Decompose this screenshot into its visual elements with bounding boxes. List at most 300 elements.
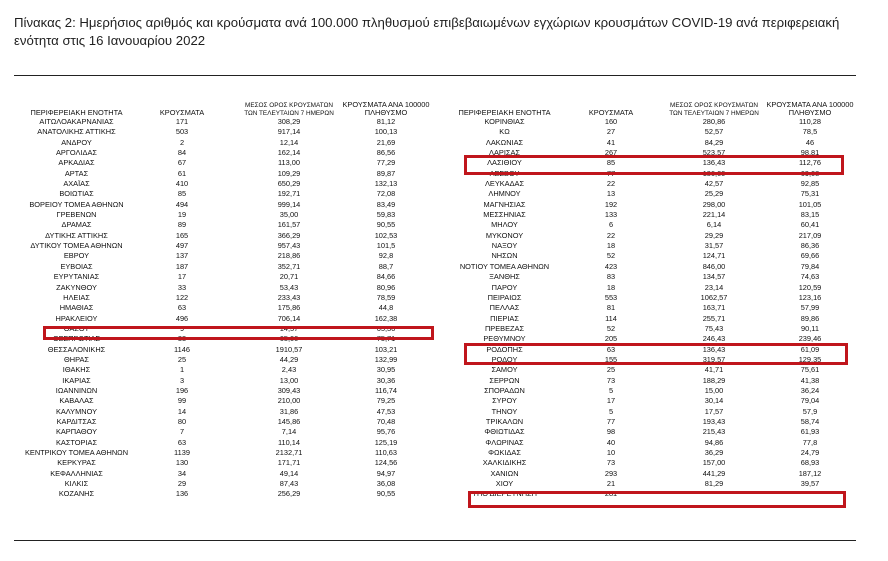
table-row	[14, 396, 439, 406]
avg7-value: 210,00	[277, 396, 301, 406]
cases-value: 171	[175, 117, 189, 126]
avg7-value: 42,57	[704, 179, 724, 189]
per100k-value: 94,97	[376, 468, 396, 478]
avg7-value: 7,14	[281, 427, 297, 437]
per100k-value: 79,04	[800, 396, 820, 406]
per100k-value: 46	[805, 137, 815, 147]
table-row	[14, 210, 439, 220]
avg7-value: 280,86	[702, 117, 726, 126]
cases-value: 114	[605, 313, 617, 323]
region-name: ΧΑΝΙΩΝ	[490, 468, 519, 478]
avg7-value: 1910,57	[275, 344, 303, 354]
per100k-value: 103,21	[374, 344, 398, 354]
cases-value: 25	[606, 365, 616, 375]
cases-value: 21	[606, 479, 616, 489]
avg7-value: 221,14	[702, 210, 726, 220]
region-name: ΕΥΡΥΤΑΝΙΑΣ	[53, 272, 100, 282]
region-name: ΚΟΡΙΝΘΙΑΣ	[484, 117, 525, 126]
per100k-value: 217,09	[798, 230, 822, 240]
table-row	[14, 293, 439, 303]
per100k-value: 90,55	[376, 489, 396, 499]
table-row	[14, 345, 439, 355]
avg7-value: 192,71	[277, 189, 301, 199]
region-name: ΚΕΡΚΥΡΑΣ	[57, 458, 96, 468]
cases-value: 89	[177, 220, 187, 230]
region-name: ΑΝΑΤΟΛΙΚΗΣ ΑΤΤΙΚΗΣ	[37, 127, 116, 137]
cases-value: 98	[606, 427, 616, 437]
region-name: ΝΗΣΩΝ	[491, 251, 518, 261]
cases-value: 1146	[174, 344, 190, 354]
table-row	[442, 293, 858, 303]
avg7-value: 366,29	[277, 230, 301, 240]
table-row	[442, 458, 858, 468]
cases-value: 293	[604, 468, 618, 478]
avg7-value: 124,71	[702, 251, 726, 261]
region-name: ΡΟΔΟΠΗΣ	[486, 344, 523, 354]
per100k-value: 92,85	[800, 179, 820, 189]
table-row	[14, 231, 439, 241]
cases-value: 77	[606, 168, 616, 178]
cases-value: 33	[177, 282, 187, 292]
header-cases: ΚΡΟΥΣΜΑΤΑ	[159, 108, 205, 117]
avg7-value: 31,86	[279, 406, 299, 416]
table-right-half	[442, 98, 858, 500]
cases-value: 61	[177, 168, 187, 178]
cases-value: 77	[606, 416, 616, 426]
table-row	[442, 169, 858, 179]
cases-value: 25	[177, 354, 187, 364]
per100k-value: 112,76	[798, 158, 822, 168]
per100k-value: 24,79	[800, 448, 820, 457]
cases-value: 2	[179, 137, 185, 147]
header-per100k: ΚΡΟΥΣΜΑΤΑ ΑΝΑ 100000 ΠΛΗΘΥΣΜΟ	[766, 100, 854, 117]
per100k-value: 83,15	[800, 210, 820, 220]
cases-value: 7	[179, 427, 185, 437]
region-name: ΒΟΙΩΤΙΑΣ	[59, 189, 94, 199]
table-row	[14, 262, 439, 272]
table-row	[442, 241, 858, 251]
cases-value: 160	[604, 117, 618, 126]
cases-value: 18	[606, 241, 616, 251]
region-name: ΓΡΕΒΕΝΩΝ	[56, 210, 97, 220]
cases-value: 85	[177, 189, 187, 199]
avg7-value: 2132,71	[275, 448, 303, 457]
avg7-value: 53,43	[279, 282, 299, 292]
table-row	[14, 158, 439, 168]
region-name: ΚΑΣΤΟΡΙΑΣ	[55, 437, 98, 447]
region-name: ΑΧΑΪΑΣ	[63, 179, 90, 189]
cases-value: 27	[606, 127, 616, 137]
table-row	[442, 438, 858, 448]
region-name: ΛΑΚΩΝΙΑΣ	[485, 137, 524, 147]
table-row	[442, 272, 858, 282]
per100k-value: 30,36	[376, 375, 396, 385]
cases-value: 22	[606, 179, 616, 189]
avg7-value: 957,43	[277, 241, 301, 251]
header-region: ΠΕΡΙΦΕΡΕΙΑΚΗ ΕΝΟΤΗΤΑ	[458, 108, 551, 117]
table-row	[442, 479, 858, 489]
table-row	[14, 365, 439, 375]
per100k-value: 65,36	[376, 323, 396, 333]
per100k-value: 60,41	[800, 220, 820, 230]
avg7-value: 246,43	[702, 334, 726, 344]
cases-value: 17	[606, 396, 616, 406]
region-name: ΛΑΣΙΘΙΟΥ	[487, 158, 522, 168]
table-row	[14, 127, 439, 137]
region-name: ΚΙΛΚΙΣ	[64, 479, 89, 489]
avg7-value: 171,71	[277, 458, 301, 468]
avg7-value: 163,71	[702, 303, 726, 313]
region-name: ΘΕΣΠΡΩΤΙΑΣ	[52, 334, 101, 344]
table-row	[442, 324, 858, 334]
cases-value: 3	[179, 375, 185, 385]
table-row	[442, 448, 858, 458]
region-name: ΒΟΡΕΙΟΥ ΤΟΜΕΑ ΑΘΗΝΩΝ	[29, 199, 124, 209]
table-row	[442, 283, 858, 293]
table-row	[442, 148, 858, 158]
per100k-value: 110,28	[798, 117, 822, 126]
avg7-value: 706,14	[277, 313, 301, 323]
table-row	[14, 427, 439, 437]
table-row	[14, 376, 439, 386]
cases-value: 553	[604, 292, 618, 302]
table-row	[442, 220, 858, 230]
per100k-value: 125,19	[374, 437, 398, 447]
region-name: ΙΚΑΡΙΑΣ	[62, 375, 91, 385]
per100k-value: 81,12	[376, 117, 396, 126]
avg7-value: 1062,57	[700, 292, 728, 302]
avg7-value: 29,29	[704, 230, 724, 240]
table-row	[14, 489, 439, 499]
per100k-value: 57,9	[802, 406, 818, 416]
table-row	[442, 386, 858, 396]
avg7-value: 136,43	[702, 158, 726, 168]
per100k-value: 41,38	[800, 375, 820, 385]
avg7-value: 233,43	[277, 292, 301, 302]
region-name: ΥΠΟ ΔΙΕΡΕΥΝΗΣΗ	[472, 489, 537, 499]
header-region: ΠΕΡΙΦΕΡΕΙΑΚΗ ΕΝΟΤΗΤΑ	[30, 108, 123, 117]
table-rows-left	[14, 117, 439, 500]
region-name: ΚΕΦΑΛΛΗΝΙΑΣ	[50, 468, 103, 478]
avg7-value: 36,29	[704, 448, 724, 457]
avg7-value: 175,86	[277, 303, 301, 313]
cases-value: 63	[177, 303, 187, 313]
region-name: ΜΕΣΣΗΝΙΑΣ	[483, 210, 526, 220]
table-row	[14, 314, 439, 324]
per100k-value: 95,76	[376, 427, 396, 437]
cases-value: 63	[177, 437, 187, 447]
avg7-value: 145,86	[277, 416, 301, 426]
avg7-value: 65,00	[279, 334, 299, 344]
cases-value: 267	[604, 148, 618, 158]
avg7-value: 136,00	[702, 168, 726, 178]
region-name: ΔΥΤΙΚΗΣ ΑΤΤΙΚΗΣ	[45, 230, 108, 240]
per100k-value: 78,5	[802, 127, 818, 137]
avg7-value: 87,43	[279, 479, 299, 489]
region-name: ΑΡΚΑΔΙΑΣ	[58, 158, 95, 168]
cases-value: 17	[177, 272, 187, 282]
table-rows-right	[442, 117, 858, 500]
cases-value: 165	[175, 230, 189, 240]
header-avg7: ΜΕΣΟΣ ΟΡΟΣ ΚΡΟΥΣΜΑΤΩΝ ΤΩΝ ΤΕΛΕΥΤΑΙΩΝ 7 ΗΜΕΡΩΝ	[244, 102, 334, 117]
cases-value: 19	[177, 210, 187, 220]
avg7-value: 162,14	[277, 148, 301, 158]
per100k-value: 239,46	[798, 334, 822, 344]
avg7-value: 110,14	[277, 437, 301, 447]
per100k-value: 123,16	[798, 292, 822, 302]
region-name: ΠΕΙΡΑΙΩΣ	[487, 292, 522, 302]
table-row	[14, 303, 439, 313]
avg7-value: 256,29	[277, 489, 301, 499]
table-header-left	[14, 98, 439, 117]
region-name: ΤΗΝΟΥ	[491, 406, 518, 416]
region-name: ΞΑΝΘΗΣ	[489, 272, 520, 282]
avg7-value: 134,57	[702, 272, 726, 282]
avg7-value: 15,00	[704, 385, 724, 395]
avg7-value: 161,57	[277, 220, 301, 230]
avg7-value: 12,14	[279, 137, 299, 147]
avg7-value: 441,29	[702, 468, 726, 478]
region-name: ΚΑΡΠΑΘΟΥ	[55, 427, 98, 437]
avg7-value: 319,57	[702, 354, 726, 364]
table-row	[442, 231, 858, 241]
avg7-value: 157,00	[702, 458, 726, 468]
region-name: ΠΙΕΡΙΑΣ	[490, 313, 519, 323]
per100k-value: 120,59	[798, 282, 822, 292]
table-row	[442, 469, 858, 479]
table-row	[442, 396, 858, 406]
table-row	[14, 458, 439, 468]
region-name: ΦΛΩΡΙΝΑΣ	[485, 437, 524, 447]
region-name: ΑΝΔΡΟΥ	[61, 137, 92, 147]
table-row	[442, 303, 858, 313]
cases-value: 1	[179, 365, 185, 375]
avg7-value: 14,57	[279, 323, 299, 333]
region-name: ΛΕΥΚΑΔΑΣ	[484, 179, 525, 189]
per100k-value: 187,12	[798, 468, 822, 478]
region-name: ΖΑΚΥΝΘΟΥ	[56, 282, 97, 292]
cases-value: 187	[175, 261, 189, 271]
avg7-value: 75,43	[704, 323, 724, 333]
region-name: ΣΕΡΡΩΝ	[489, 375, 520, 385]
cases-value: 496	[175, 313, 189, 323]
cases-value: 6	[608, 220, 614, 230]
cases-value: 410	[175, 179, 189, 189]
per100k-value: 90,55	[376, 220, 396, 230]
per100k-value: 86,56	[376, 148, 396, 158]
table-row	[14, 334, 439, 344]
cases-value: 136	[175, 489, 189, 499]
region-name: ΝΑΞΟΥ	[491, 241, 518, 251]
cases-value: 155	[604, 354, 618, 364]
table-row	[14, 241, 439, 251]
avg7-value: 31,57	[704, 241, 724, 251]
per100k-value: 58,74	[800, 416, 820, 426]
cases-value: 83	[606, 272, 616, 282]
table-row	[14, 200, 439, 210]
table-row	[14, 479, 439, 489]
region-name: ΛΑΡΙΣΑΣ	[489, 148, 520, 158]
region-name: ΙΘΑΚΗΣ	[62, 365, 91, 375]
header-avg7: ΜΕΣΟΣ ΟΡΟΣ ΚΡΟΥΣΜΑΤΩΝ ΤΩΝ ΤΕΛΕΥΤΑΙΩΝ 7 ΗΜΕΡΩΝ	[669, 102, 759, 117]
cases-value: 85	[606, 158, 616, 168]
avg7-value: 52,57	[704, 127, 724, 137]
avg7-value: 84,29	[704, 137, 724, 147]
table-row	[14, 169, 439, 179]
per100k-value: 89,86	[800, 313, 820, 323]
region-name: ΚΑΡΔΙΤΣΑΣ	[56, 416, 97, 426]
cases-value: 52	[606, 251, 616, 261]
cases-value: 34	[177, 468, 187, 478]
avg7-value: 215,43	[702, 427, 726, 437]
region-name: ΝΟΤΙΟΥ ΤΟΜΕΑ ΑΘΗΝΩΝ	[459, 261, 550, 271]
cases-value: 18	[606, 282, 616, 292]
region-name: ΧΙΟΥ	[495, 479, 514, 489]
per100k-value: 116,74	[374, 385, 398, 395]
per100k-value: 44,8	[378, 303, 394, 313]
avg7-value: 352,71	[277, 261, 301, 271]
per100k-value: 77,8	[802, 437, 818, 447]
region-name: ΣΥΡΟΥ	[492, 396, 517, 406]
cases-value: 29	[177, 479, 187, 489]
region-name: ΚΕΝΤΡΙΚΟΥ ΤΟΜΕΑ ΑΘΗΝΩΝ	[24, 448, 129, 457]
cases-value: 205	[604, 334, 618, 344]
region-name: ΚΑΒΑΛΑΣ	[59, 396, 94, 406]
cases-value: 22	[606, 230, 616, 240]
cases-value: 497	[175, 241, 189, 251]
per100k-value: 89,87	[376, 168, 396, 178]
per100k-value: 162,38	[374, 313, 398, 323]
table-row	[442, 179, 858, 189]
avg7-value: 81,29	[704, 479, 724, 489]
header-per100k: ΚΡΟΥΣΜΑΤΑ ΑΝΑ 100000 ΠΛΗΘΥΣΜΟ	[342, 100, 430, 117]
table-row	[442, 427, 858, 437]
cases-value: 5	[608, 406, 614, 416]
avg7-value: 650,29	[277, 179, 301, 189]
table-header-right	[442, 98, 858, 117]
avg7-value: 136,43	[702, 344, 726, 354]
avg7-value: 13,00	[279, 375, 299, 385]
region-name: ΡΟΔΟΥ	[491, 354, 518, 364]
table-row	[14, 179, 439, 189]
avg7-value: 20,71	[279, 272, 299, 282]
per100k-value: 79,25	[376, 396, 396, 406]
avg7-value: 23,14	[704, 282, 724, 292]
cases-value: 84	[177, 148, 187, 158]
table-row	[14, 220, 439, 230]
cases-value: 80	[177, 416, 187, 426]
avg7-value: 298,00	[702, 199, 726, 209]
region-name: ΦΘΙΩΤΙΔΑΣ	[484, 427, 525, 437]
table-caption: Πίνακας 2: Ημερήσιος αριθμός και κρούσματα ανά 100.000 πληθυσμού επιβεβαιωμένων εγχώριων κρουσμάτων COVID-19 ανά περιφερειακή ενότητα στις 16 Ιανουαρίου 2022	[14, 15, 840, 48]
table-row	[442, 345, 858, 355]
table-row	[442, 407, 858, 417]
table-row	[14, 251, 439, 261]
per100k-value: 75,71	[376, 334, 396, 344]
region-name: ΣΑΜΟΥ	[491, 365, 518, 375]
table-row	[442, 251, 858, 261]
per100k-value: 129,35	[798, 354, 822, 364]
region-name: ΕΥΒΟΙΑΣ	[60, 261, 93, 271]
table-row	[14, 283, 439, 293]
per100k-value: 83,49	[376, 199, 396, 209]
table-row	[14, 438, 439, 448]
per100k-value: 101,5	[376, 241, 396, 251]
per100k-value: 78,59	[376, 292, 396, 302]
region-name: ΚΟΖΑΝΗΣ	[58, 489, 95, 499]
table-row	[14, 469, 439, 479]
avg7-value: 2,43	[281, 365, 297, 375]
per100k-value: 36,08	[376, 479, 396, 489]
per100k-value: 68,93	[800, 458, 820, 468]
avg7-value: 113,00	[277, 158, 301, 168]
cases-value: 281	[604, 489, 618, 499]
per100k-value: 57,99	[800, 303, 820, 313]
per100k-value: 36,24	[800, 385, 820, 395]
cases-value: 423	[604, 261, 618, 271]
avg7-value: 30,14	[704, 396, 724, 406]
top-rule	[14, 75, 856, 76]
table-row	[14, 407, 439, 417]
table-row	[442, 117, 858, 127]
table-row	[442, 189, 858, 199]
table-row	[442, 158, 858, 168]
avg7-value: 846,00	[702, 261, 726, 271]
cases-value: 67	[177, 158, 187, 168]
table-row	[442, 417, 858, 427]
cases-value: 10	[606, 448, 616, 457]
per100k-value: 92,8	[378, 251, 394, 261]
per100k-value: 84,66	[376, 272, 396, 282]
region-name: ΠΡΕΒΕΖΑΣ	[484, 323, 525, 333]
per100k-value: 61,93	[800, 427, 820, 437]
cases-value: 1139	[174, 448, 190, 457]
table-row	[14, 417, 439, 427]
per100k-value: 75,61	[800, 365, 820, 375]
table-row	[14, 386, 439, 396]
cases-value: 52	[606, 323, 616, 333]
region-name: ΗΛΕΙΑΣ	[63, 292, 90, 302]
table-row	[14, 324, 439, 334]
per100k-value: 101,05	[798, 199, 822, 209]
avg7-value: 309,43	[277, 385, 301, 395]
avg7-value: 917,14	[277, 127, 301, 137]
per100k-value: 79,84	[800, 261, 820, 271]
cases-value: 494	[175, 199, 189, 209]
per100k-value: 98,81	[800, 148, 820, 158]
cases-value: 196	[175, 385, 189, 395]
per100k-value: 75,31	[800, 189, 820, 199]
cases-value: 133	[604, 210, 618, 220]
per100k-value: 110,63	[374, 448, 398, 457]
table-row	[442, 489, 858, 499]
per100k-value: 39,57	[800, 479, 820, 489]
per100k-value: 88,7	[378, 261, 394, 271]
cases-value: 122	[175, 292, 189, 302]
per100k-value: 30,95	[376, 365, 396, 375]
per100k-value: 69,66	[800, 251, 820, 261]
region-name: ΦΩΚΙΔΑΣ	[488, 448, 521, 457]
cases-value: 13	[606, 189, 616, 199]
table-row	[442, 210, 858, 220]
region-name: ΧΑΛΚΙΔΙΚΗΣ	[482, 458, 527, 468]
region-name: ΣΠΟΡΑΔΩΝ	[484, 385, 525, 395]
per100k-value: 59,83	[376, 210, 396, 220]
table-row	[442, 314, 858, 324]
avg7-value: 109,29	[277, 168, 301, 178]
cases-value: 81	[606, 303, 616, 313]
avg7-value: 308,29	[277, 117, 301, 126]
